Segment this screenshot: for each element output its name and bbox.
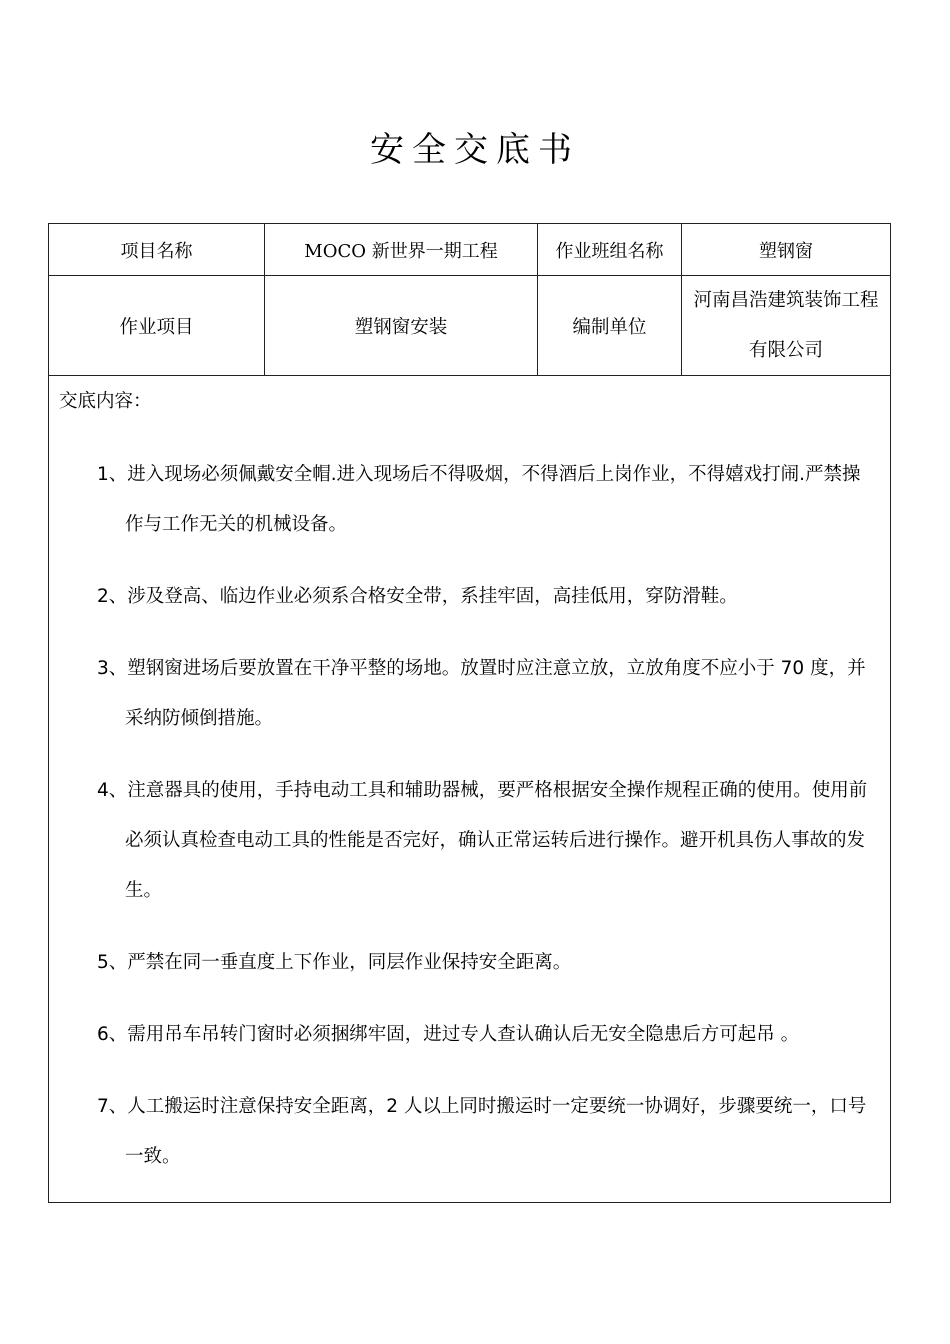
safety-briefing-table — [48, 223, 891, 1203]
briefing-item: 6、需用吊车吊转门窗时必须捆绑牢固，进过专人查认确认后无安全隐患后方可起吊 。 — [97, 1024, 800, 1045]
team-name-label: 作业班组名称 — [555, 240, 664, 262]
document-title: 安全交底书 — [370, 130, 580, 170]
compiler-label: 编制单位 — [572, 316, 647, 338]
briefing-item: 4、注意器具的使用，手持电动工具和辅助器械，要严格根据安全操作规程正确的使用。使用前必须认真检查电动工具的性能是否完好，确认正常运转后进行操作。避开机具伤人事故的发生。 — [97, 780, 868, 901]
briefing-item: 3、塑钢窗进场后要放置在干净平整的场地。放置时应注意立放，立放角度不应小于 70 度，并采纳防倾倒措施。 — [97, 658, 866, 729]
briefing-item: 7、人工搬运时注意保持安全距离，2 人以上同时搬运时一定要统一协调好，步骤要统一，口号一致。 — [97, 1096, 867, 1167]
content-heading: 交底内容： — [59, 391, 152, 412]
compiler-value: 河南昌浩建筑装饰工程有限公司 — [693, 289, 879, 361]
briefing-item: 2、涉及登高、临边作业必须系合格安全带，系挂牢固，高挂低用，穿防滑鞋。 — [97, 586, 738, 607]
work-item-value: 塑钢窗安装 — [354, 316, 448, 338]
briefing-item: 5、严禁在同一垂直度上下作业，同层作业保持安全距离。 — [97, 952, 572, 973]
project-name-label: 项目名称 — [120, 240, 193, 262]
work-item-label: 作业项目 — [119, 316, 194, 338]
team-name-value: 塑钢窗 — [759, 240, 813, 262]
project-name-value: MOCO 新世界一期工程 — [304, 240, 498, 262]
briefing-item: 1、进入现场必须佩戴安全帽.进入现场后不得吸烟，不得酒后上岗作业，不得嬉戏打闹.严禁操作与工作无关的机械设备。 — [97, 464, 861, 535]
